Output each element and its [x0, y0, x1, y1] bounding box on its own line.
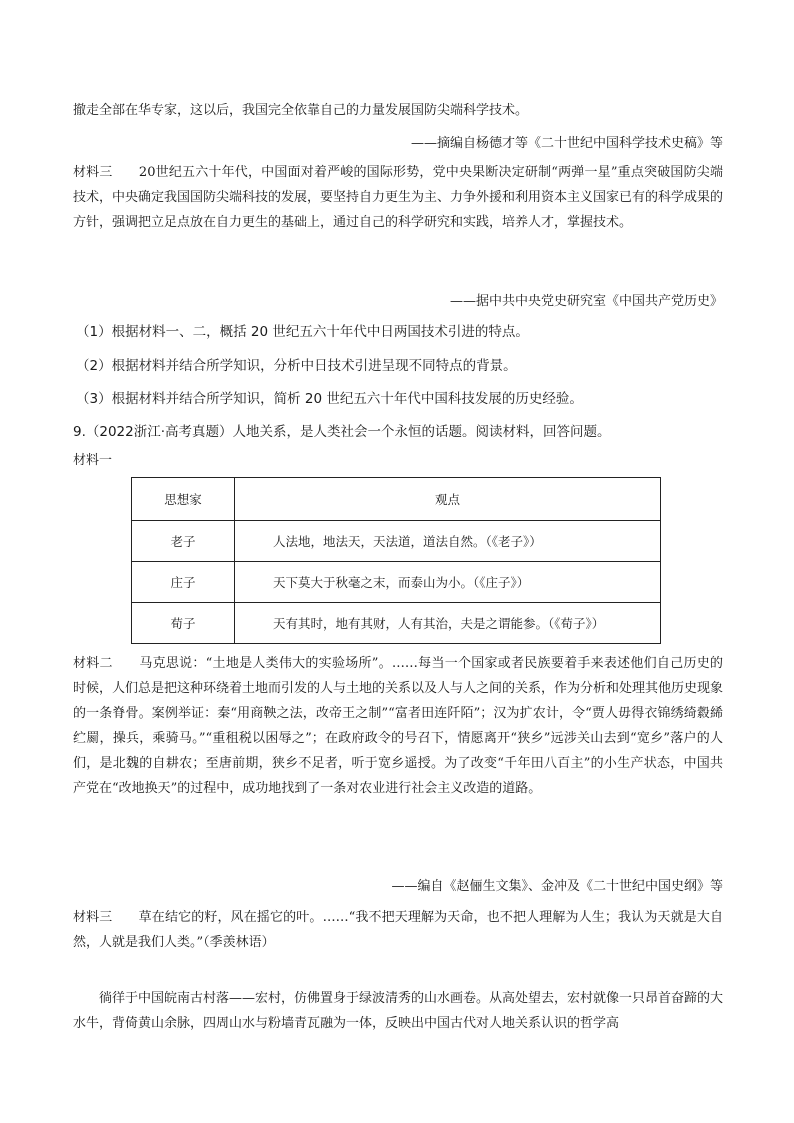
thinker-name: 老子: [132, 521, 235, 562]
material-three-b-paragraph: 材料三 草在结它的籽，风在摇它的叶。……“我不把天理解为天命，也不把人理解为人生；我认为天就是大自然，人就是我们人类。”（季羡林语）: [73, 910, 723, 950]
continued-paragraph: 撤走全部在华专家，这以后，我国完全依靠自己的力量发展国防尖端科学技术。: [73, 103, 529, 118]
source-citation-2: ——据中共中央党史研究室《中国共产党历史》: [449, 294, 723, 309]
question-1: （1）根据材料一、二，概括 20 世纪五六十年代中日两国技术引进的特点。: [76, 324, 529, 340]
material-three-paragraph: 材料三 20世纪五六十年代，中国面对着严峻的国际形势，党中央果断决定研制“两弹一星”重点突破国防尖端技术，中央确定我国国防尖端科技的发展，要坚持自力更生为主、力争外援和利用资本主义国家已有的科学成果的方针，强调把立足点放在自力更生的基础上，通过自己的科学研究和实践，培养人才，掌握技术。: [73, 165, 724, 230]
thinker-view: 人法地，地法天，天法道，道法自然。（《老子》）: [235, 521, 661, 562]
table-row: [132, 603, 661, 644]
table-row: [132, 562, 661, 603]
last-paragraph: 徜徉于中国皖南古村落——宏村，仿佛置身于绿波清秀的山水画卷。从高处望去，宏村就像一只昂首奋蹄的大水牛，背倚黄山余脉，四周山水与粉墙青瓦融为一体，反映出中国古代对人地关系认识的哲学高: [73, 991, 724, 1031]
thinker-view: 天有其时，地有其财，人有其治，夫是之谓能参。（《荀子》）: [235, 603, 661, 644]
thinker-name: 荀子: [132, 603, 235, 644]
question-9-stem: 9.（2022浙江·高考真题）人地关系，是人类社会一个永恒的话题。阅读材料，回答问题。: [73, 424, 611, 440]
table-row: [132, 521, 661, 562]
source-citation-1: ——摘编自杨德才等《二十世纪中国科学技术史稿》等: [410, 136, 723, 151]
thinker-view: 天下莫大于秋毫之末，而泰山为小。（《庄子》）: [235, 562, 661, 603]
material-two-paragraph: 材料二 马克思说：“土地是人类伟大的实验场所”。……每当一个国家或者民族要着手来表述他们自己历史的时候，人们总是把这种环绕着土地而引发的人与土地的关系以及人与人之间的关系，作为分析和处理其他历史现象的一条脊骨。案例举证：秦“用商鞅之法，改帝王之制”“富者田连阡陌”；汉为扩农计，令“贾人毋得衣锦绣绮縠絺纻罽，操兵，乘骑马。”“重租税以困辱之”；在政府政令的号召下，情愿离开“狭乡”远涉关山去到“宽乡”落户的人们，是北魏的自耕农；至唐前期，狭乡不足者，听于宽乡遥授。为了改变“千年田八百主”的小生产状态，中国共产党在“改地换天”的过程中，成功地找到了一条对农业进行社会主义改造的道路。: [73, 656, 724, 796]
question-2: （2）根据材料并结合所学知识，分析中日技术引进呈现不同特点的背景。: [76, 358, 517, 374]
header-view: 观点: [235, 478, 661, 521]
thinker-name: 庄子: [132, 562, 235, 603]
question-3: （3）根据材料并结合所学知识，简析 20 世纪五六十年代中国科技发展的历史经验。: [76, 391, 583, 407]
source-citation-3: ——编自《赵俪生文集》、金冲及《二十世纪中国史纲》等: [391, 879, 723, 894]
table-header-row: [132, 478, 661, 521]
header-thinker: 思想家: [132, 478, 235, 521]
thinkers-table: [131, 477, 661, 644]
material-one-label: 材料一: [73, 453, 113, 468]
